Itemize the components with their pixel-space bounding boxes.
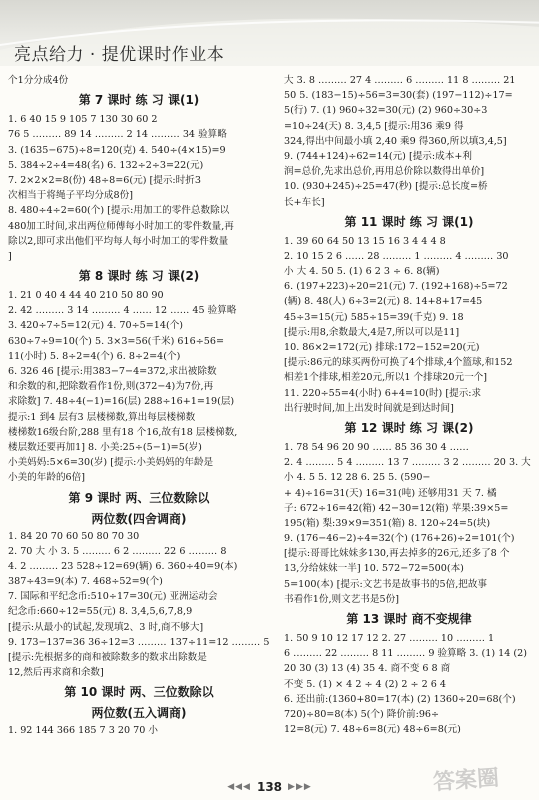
answer-line: 20 30 (3) 13 (4) 35 4. 商不变 6 8 商 bbox=[284, 663, 451, 675]
answer-line: 12=8(元) 7. 48÷6=8(元) 48÷6=8(元) bbox=[284, 724, 461, 736]
answer-line: =10÷24(天) 8. 3,4,5 [提示:用36 乘9 得 bbox=[284, 120, 464, 132]
lesson-heading: 第 8 课时 练 习 课(2) bbox=[78, 269, 200, 284]
answer-line: 3. 420÷7÷5=12(元) 4. 70÷5=14(个) bbox=[8, 320, 184, 332]
answer-line: 1. 6 40 15 9 105 7 130 30 60 2 bbox=[8, 114, 158, 126]
answer-line: 个1分分成4份 bbox=[8, 75, 69, 86]
page-header bbox=[0, 0, 539, 66]
answer-line: 10. (930+245)÷25=47(秒) [提示:总长度=桥 bbox=[284, 181, 488, 193]
answer-line: 小美妈妈:5×6=30(岁) [提示:小美妈妈的年龄是 bbox=[8, 457, 214, 469]
answer-line: 楼层数还要再加1] 8. 小美:25÷(5−1)=5(岁) bbox=[8, 441, 202, 453]
lesson-heading: 第 10 课时 两、三位数除以 bbox=[64, 685, 214, 700]
lesson-heading: 第 13 课时 商不变规律 bbox=[346, 612, 472, 626]
answer-line: 9. (176−46−2)÷4=32(个) (176+26)÷2=101(个) bbox=[284, 533, 515, 545]
answer-line: 9. (744+124)÷62=14(元) [提示:成本+利 bbox=[284, 150, 472, 162]
answer-line: 1. 50 9 10 12 17 12 2. 27 ……… 10 ……… 1 bbox=[284, 633, 495, 644]
answer-line: 1. 84 20 70 60 50 80 70 30 bbox=[8, 530, 140, 542]
right-answer-column bbox=[284, 73, 534, 737]
book-series-title: 亮点给力 · 提优课时作业本 bbox=[14, 45, 225, 65]
answer-line: 2. 10 15 2 6 …… 28 ……… 1 ……… 4 ……… 30 bbox=[284, 250, 509, 262]
answer-line: [提示:用8,余数最大,4是7,所以可以是11] bbox=[284, 326, 460, 338]
answer-line: 11(小时) 5. 8÷2=4(个) 6. 8÷2=4(个) bbox=[8, 350, 181, 362]
answer-line: 1. 39 60 64 50 13 15 16 3 4 4 4 8 bbox=[284, 235, 446, 247]
answer-line: [提示:86元的球买两份可换了4个排球,4个篮球,和152 bbox=[284, 357, 513, 369]
answer-line: 6. (197+223)÷20=21(元) 7. (192+168)÷5=72 bbox=[284, 281, 508, 293]
answer-line: 2. 4 ……… 5 4 ……… 13 7 ……… 3 2 ……… 20 3. 大 bbox=[284, 457, 531, 469]
answer-line: [提示:从最小的试起,发现填2、3 时,商不够大] bbox=[8, 621, 204, 633]
answer-line: 书看作1份,则文艺书是5份] bbox=[284, 593, 399, 605]
lesson-heading: 两位数(五入调商) bbox=[91, 706, 187, 721]
answer-line: [提示:哥哥比妹妹多130,再去掉多的26元,还多了8 个 bbox=[284, 548, 510, 560]
answer-line: 长+车长] bbox=[284, 196, 325, 208]
answer-line: [提示:先根据多的商和被除数多的数求出除数是 bbox=[8, 652, 207, 663]
answer-line: 1. 78 54 96 20 90 …… 85 36 30 4 …… bbox=[284, 441, 469, 453]
page-number: 138 bbox=[256, 779, 283, 794]
answer-line: 2. 42 ……… 3 14 ……… 4 …… 12 …… 45 验算略 bbox=[8, 305, 237, 317]
left-answer-column bbox=[8, 73, 270, 739]
answer-line: 出行驶时间,加上出发时间就是到达时间] bbox=[284, 402, 454, 414]
answer-line: 2. 70 大 小 3. 5 ……… 6 2 ……… 22 6 ……… 8 bbox=[8, 545, 227, 557]
answer-line: 6 ……… 22 ……… 8 11 ……… 9 验算略 3. (1) 14 (2) bbox=[284, 648, 527, 660]
answer-line: 4. 2 ……… 23 528÷12=69(辆) 6. 360÷40=9(本) bbox=[8, 560, 238, 572]
answer-line: 76 5 ……… 89 14 ……… 2 14 ……… 34 验算略 bbox=[8, 129, 227, 141]
lesson-heading: 第 9 课时 两、三位数除以 bbox=[68, 490, 210, 505]
answer-line: 630÷7÷9=10(个) 5. 3×3=56(千米) 616÷56= bbox=[8, 335, 224, 347]
lesson-heading: 第 12 课时 练 习 课(2) bbox=[344, 420, 474, 435]
answer-line: 1. 21 0 40 4 44 40 210 50 80 90 bbox=[8, 290, 164, 302]
answer-line: 195(箱) 梨:39×9=351(箱) 8. 120÷24=5(块) bbox=[284, 517, 491, 529]
answer-line: 8. 480÷4÷2=60(个) [提示:用加工的零件总数除以 bbox=[8, 205, 230, 217]
answer-line: 除以2,即可求出他们平均每人每小时加工的零件数量 bbox=[8, 235, 229, 247]
answer-line: 13,分给妹妹一半] 10. 572−72=500(本) bbox=[284, 563, 464, 575]
answer-line: 相差1个排球,相差20元,所以1 个排球20元一个] bbox=[284, 372, 488, 384]
answer-line: 324,得出中间最小填 2,40 乘9 得360,所以填3,4,5] bbox=[284, 135, 507, 147]
answer-line: 480加工时间,求出两位师傅每小时加工的零件数量,再 bbox=[8, 220, 234, 232]
answer-line: 不变 5. (1) × 4 2 ÷ 4 (2) 2 ÷ 2 6 4 bbox=[284, 678, 447, 690]
answer-line: 6. 还出前:(1360+80=17(本) (2) 1360÷20=68(个) bbox=[284, 693, 516, 705]
answer-line: 6. 326 46 [提示:用383−7−4=372,求出被除数 bbox=[8, 366, 217, 377]
lesson-heading: 第 11 课时 练 习 课(1) bbox=[344, 214, 474, 229]
lesson-heading: 两位数(四舍调商) bbox=[91, 511, 187, 526]
answer-line: 9. 173−137=36 36÷12=3 ……… 137÷11=12 ……… 5 bbox=[8, 636, 270, 648]
answer-line: 子: 672÷16=42(箱) 42−30=12(箱) 苹果:39×5= bbox=[284, 502, 509, 514]
answer-line: 小 大 4. 50 5. (1) 6 2 3 ÷ 6. 8(辆) bbox=[284, 266, 440, 278]
answer-line: 次相当于将绳子平均分成8份] bbox=[8, 190, 133, 202]
answer-line: 楼梯数16级台阶,288 里有18 个16,故有18 层楼梯数, bbox=[8, 426, 238, 438]
answer-line: 5(行) 7. (1) 960÷32=30(元) (2) 960÷30÷3 bbox=[284, 105, 488, 117]
answer-line: 10. 86×2=172(元) 排球:172−152=20(元) bbox=[284, 342, 480, 353]
answer-line: 求除数] 7. 48÷4(−1)=16(层) 288÷16+1=19(层) bbox=[8, 396, 235, 408]
answer-line: 大 3. 8 ……… 27 4 ……… 6 ……… 11 8 ……… 21 bbox=[284, 75, 516, 86]
answer-line: 11. 220÷55=4(小时) 6+4=10(时) [提示:求 bbox=[284, 387, 482, 399]
lesson-heading: 第 7 课时 练 习 课(1) bbox=[78, 93, 200, 108]
answer-line: 和余数的和,把除数看作1份,则(372−4)为7份,再 bbox=[8, 381, 214, 393]
answer-line: 提示:1 到4 层有3 层楼梯数,算出每层楼梯数 bbox=[8, 411, 196, 423]
answer-line: 7. 2×2×2=8(份) 48÷8=6(元) [提示:时折3 bbox=[8, 174, 201, 186]
answer-line: 3. (1635−675)÷8=120(克) 4. 540÷(4×15)=9 bbox=[8, 144, 226, 156]
watermark-logo: 答案圈 bbox=[432, 765, 500, 796]
answer-line: ] bbox=[8, 250, 12, 262]
answer-line: 小美的年龄的6倍] bbox=[8, 472, 86, 484]
prev-arrows-icon: ◀◀◀ bbox=[227, 781, 251, 792]
answer-line: 45÷3=15(元) 585÷15=39(千克) 9. 18 bbox=[284, 311, 464, 323]
answer-line: 50 5. (183−15)÷56=3=30(套) (197−112)÷17= bbox=[284, 90, 513, 102]
answer-line: 12,然后再求商和余数] bbox=[8, 667, 104, 679]
next-arrows-icon: ▶▶▶ bbox=[288, 781, 312, 792]
answer-line: 5. 384÷2÷4=48(名) 6. 132÷2÷3=22(元) bbox=[8, 159, 204, 171]
answer-line: 润=总价,先求出总价,再用总价除以数得出单价] bbox=[284, 166, 485, 178]
answer-line: 5=100(本) [提示:文艺书是故事书的5倍,把故事 bbox=[284, 578, 488, 590]
answer-line: 387÷43=9(本) 7. 468÷52=9(个) bbox=[8, 576, 163, 588]
answer-line: 7. 国际和平纪念币:510÷17=30(元) 亚洲运动会 bbox=[8, 591, 218, 603]
answer-line: + 4)÷16=31(天) 16=31(吨) 还够用31 天 7. 橘 bbox=[284, 487, 497, 499]
answer-line: 1. 92 144 366 185 7 3 20 70 小 bbox=[8, 725, 158, 737]
answer-line: (辆) 8. 48(人) 6÷3=2(元) 8. 14+8+17=45 bbox=[284, 296, 483, 308]
answer-line: 小 4. 5 5. 12 28 6. 25 5. (590− bbox=[284, 472, 431, 484]
answer-line: 纪念币:660÷12=55(元) 8. 3,4,5,6,7,8,9 bbox=[8, 606, 193, 618]
answer-line: 720)÷80=8(本) 5(个) 降价前:96÷ bbox=[284, 708, 440, 720]
